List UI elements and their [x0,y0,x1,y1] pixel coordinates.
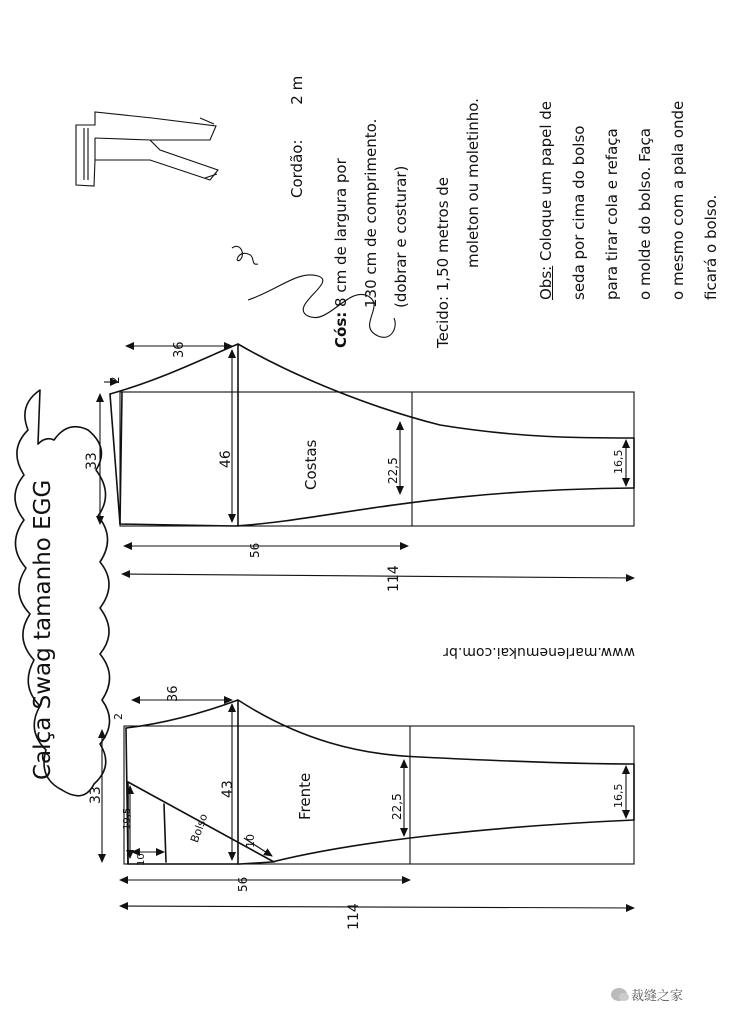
frente-dimensions [102,700,634,908]
pattern-title: Calça Swag tamanho EGG [30,479,56,780]
cos-label: Cós: [332,311,350,348]
tecido-line1: 1,50 metros de [434,176,452,292]
frente-dim-pocket-side: 10 [244,834,257,848]
costas-dim-hem: 16,5 [612,449,625,474]
cordao-value: 2 m [288,75,306,105]
notes-tecido [428,48,488,348]
wechat-icon [611,988,627,1001]
frente-dim-top: 2 [112,713,125,720]
watermark-text: 裁缝之家 [631,989,684,1004]
cos-line1: 8 cm de largura por [332,158,350,307]
notes-cordao [282,48,312,348]
obs-line5: o mesmo com a pala onde [669,100,687,300]
obs-line1: Coloque um papel de [537,100,555,262]
costas-dim-width: 46 [218,450,234,468]
signature-text [0,0,7,1]
frente-dim-total-length: 114 [346,903,362,930]
costas-dim-total-length: 114 [386,565,402,592]
costas-dim-top: 2 [108,376,122,384]
costas-dimensions [100,346,634,578]
costas-dim-rise: 36 [172,341,187,358]
frente-pocket-label: Bolso [188,812,211,845]
frente-dim-pocket-height: 19,5 [122,807,133,830]
notes-cos [326,48,416,348]
obs-line4: o molde do bolso. Faça [636,128,654,300]
obs-label: Obs: [537,265,555,300]
costas-dim-hip-height: 33 [84,452,100,470]
pants-sketch [76,112,218,186]
frente-dim-hip-height: 33 [88,786,104,804]
website-url: www.marlenemukai.com.br [443,644,635,660]
frente-dim-hem: 16,5 [612,783,625,808]
notes-block [282,48,488,348]
frente-label: Frente [296,772,314,820]
frente-dim-knee: 22,5 [390,793,404,820]
cos-line2: 130 cm de comprimento. [362,118,380,308]
obs-line2: seda por cima do bolso [570,125,588,300]
obs-line6: ficará o bolso. [702,194,720,300]
costas-dim-knee: 22,5 [386,457,400,484]
costas-label: Costas [302,439,320,490]
tecido-label: Tecido: [434,295,452,348]
cos-line3: (dobrar e costurar) [392,165,410,308]
cordao-label: Cordão: [288,139,306,198]
costas-dim-hip-length: 56 [248,542,262,558]
notes-obs [530,60,728,300]
watermark [611,985,683,1004]
frente-dim-pocket-width: 10 [136,853,147,866]
frente-dim-rise: 36 [166,685,181,702]
frente-dim-width: 43 [220,780,236,798]
tecido-line2: moleton ou moletinho. [464,98,482,268]
costas-piece [110,344,634,526]
frente-dim-hip-length: 56 [236,876,250,892]
obs-line3: para tirar cola e refaça [603,128,621,300]
